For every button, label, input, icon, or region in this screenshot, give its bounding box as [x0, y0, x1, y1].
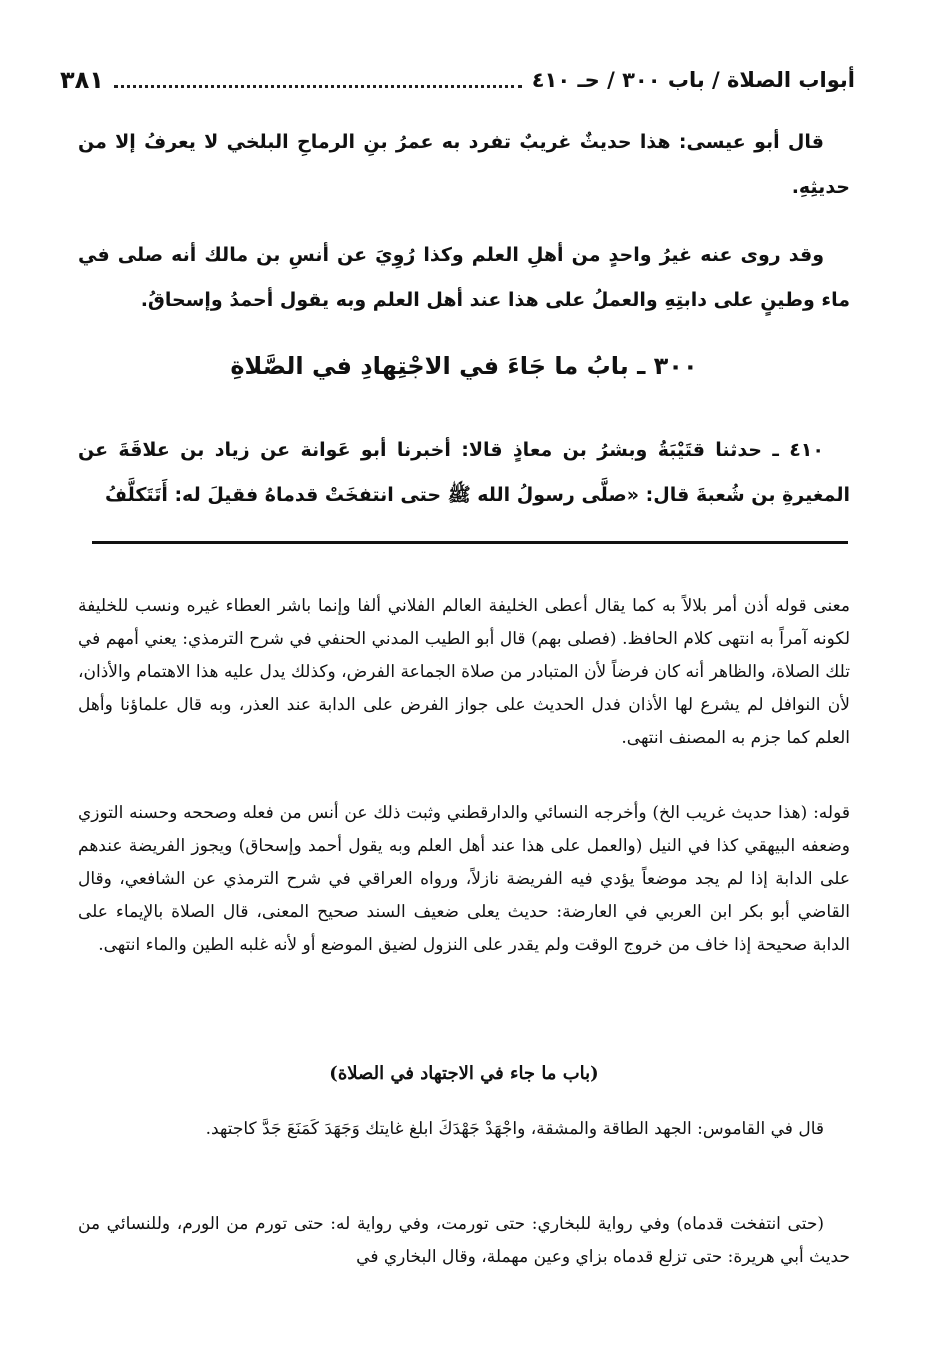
- commentary-chapter-heading: [78, 1057, 850, 1090]
- commentary-paragraph: (حتى انتفخت قدماه) وفي رواية للبخاري: حتى تورمت، وفي رواية له: حتى تورم من الورم، وللنسائي من حديث أبي هريرة: حتى تزلع قدماه بزاي وعين مهملة، وقال البخاري في: [78, 1214, 850, 1267]
- chapter-title: ٣٠٠ ـ بابُ ما جَاءَ في الاجْتِهادِ في الصَّلاةِ: [230, 352, 698, 380]
- page-number: ٣٨١: [60, 66, 104, 94]
- main-text-paragraph-1: [78, 120, 850, 210]
- footnote-divider: [92, 541, 848, 544]
- commentary-paragraph: قوله: (هذا حديث غريب الخ) وأخرجه النسائي والدارقطني وثبت ذلك عن أنس من فعله وصححه وحسنه التوزي وضعفه البيهقي كذا في النيل (والعمل على هذا عند أهل العلم وبه يقول أحمد وإسحاق) ويجوز الفريضة عندهم على الدابة إذا لم يجد موضعاً يؤدي فيه الفريضة نازلاً، ورواه العراقي في شرح الترمذي عن الشافعي، وقال القاضي أبو بكر ابن العربي في العارضة: حديث يعلى ضعيف السند صحيح المعنى، قال الصلاة بالإيماء على الدابة صحيحة إذا خاف من خروج الوقت ولم يقدر على النزول لضيق الموضع أو لأنه غلبه الطين والماء انتهى.: [78, 803, 850, 955]
- commentary-paragraph: معنى قوله أذن أمر بلالاً به كما يقال أعطى الخليفة العالم الفلاني ألفا وإنما باشر العطاء غيره ونسب للخليفة لكونه آمراً به انتهى كلام الحافظ. (فصلى بهم) قال أبو الطيب المدني الحنفي في شرح الترمذي: يعني أمهم في تلك الصلاة، والظاهر أنه كان فرضاً لأن المتبادر من صلاة الجماعة الفرض، وكذلك يدل عليه هذا الاهتمام والأذان، لأن النوافل لم يشرع لها الأذان فدل الحديث على جواز الفرض على الدابة عند العذر، وبه قال علماؤنا وأهل العلم كما جزم به المصنف انتهى.: [78, 596, 850, 748]
- paragraph-narrations: وقد روى عنه غيرُ واحدٍ من أهلِ العلم وكذا رُوِيَ عن أنسِ بن مالك أنه صلى في ماء وطينٍ على دابتِهِ والعملُ على هذا عند أهل العلم وبه يقول أحمدُ وإسحاقُ.: [78, 244, 850, 311]
- commentary-block-5: [78, 1208, 850, 1274]
- commentary-heading-text: (باب ما جاء في الاجتهاد في الصلاة): [329, 1063, 599, 1084]
- commentary-paragraph: قال في القاموس: الجهد الطاقة والمشقة، واجْهَدْ جَهْدَكَ ابلغ غايتك وَجَهَدَ كَمَنَعَ جَدَّ كاجتهد.: [205, 1119, 824, 1139]
- commentary-block-4: [78, 1113, 850, 1146]
- commentary-block-2: [78, 797, 850, 962]
- commentary-block-1: [78, 590, 850, 755]
- hadith-410: ٤١٠ ـ حدثنا قتَيْبَةُ وبشرُ بن معاذٍ قالا: أخبرنا أبو عَوانة عن زياد بن علاقَةَ عن المغيرةِ بن شُعبةَ قال: «صلَّى رسولُ الله ﷺ حتى انتفخَتْ قدماهُ فقيلَ له: أَتَتَكلَّفُ: [78, 439, 850, 506]
- running-title: أبواب الصلاة / باب ٣٠٠ / حـ ٤١٠: [531, 68, 855, 92]
- main-text-paragraph-3: [78, 428, 850, 518]
- paragraph-abu-isa-comment: قال أبو عيسى: هذا حديثٌ غريبٌ تفرد به عمرُ بنِ الرماحِ البلخي لا يعرفُ إلا من حديثِهِ.: [78, 131, 850, 198]
- page-header: [60, 60, 855, 100]
- main-text-paragraph-2: [78, 233, 850, 323]
- dotted-leader: [114, 85, 522, 88]
